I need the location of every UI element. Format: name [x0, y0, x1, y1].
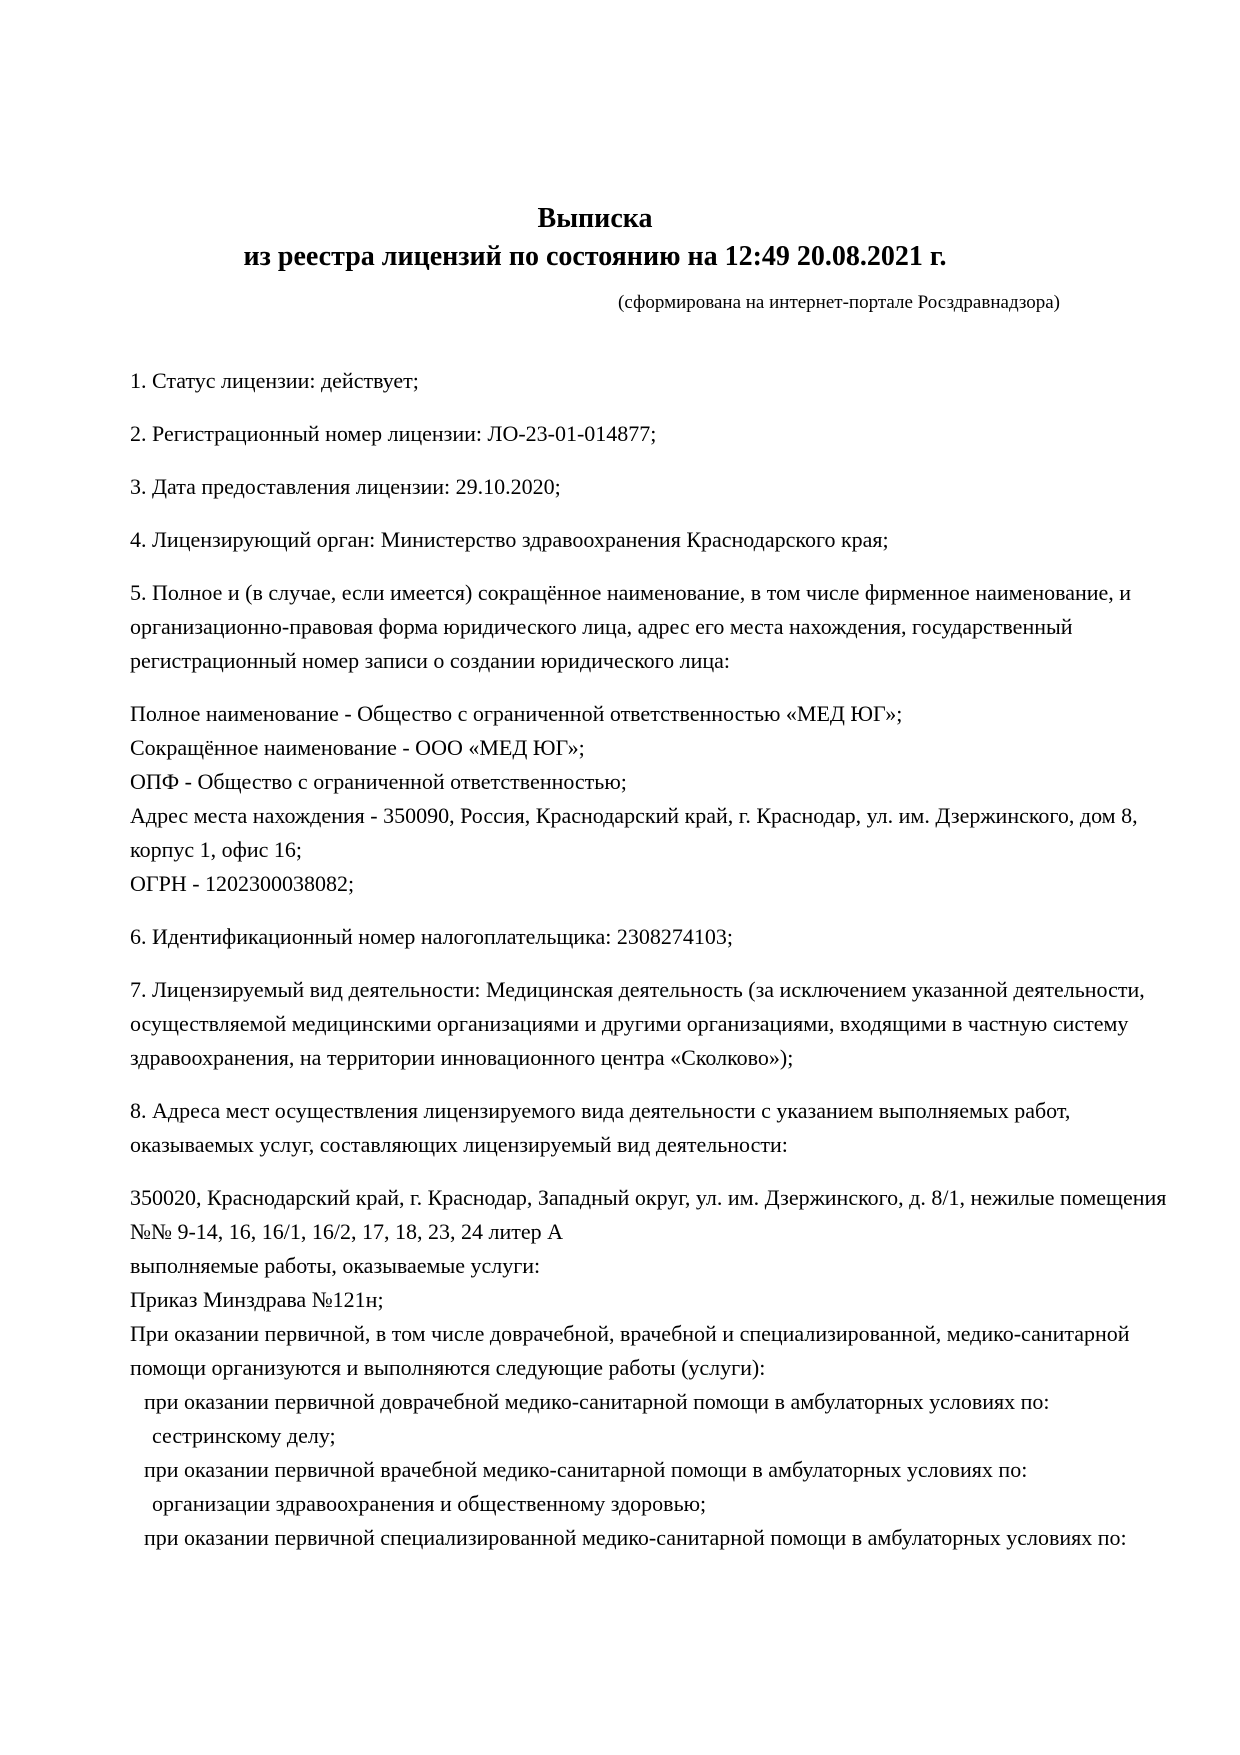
paragraph-line: Приказ Минздрава №121н;	[130, 1287, 384, 1312]
activity-addresses-heading	[130, 1094, 1170, 1162]
document-formation-note: (сформирована на интернет-портале Росздравнадзора)	[618, 292, 1060, 313]
legal-entity-details	[130, 697, 1170, 901]
paragraph-line: 1. Статус лицензии: действует;	[130, 368, 419, 393]
document-title-line2: из реестра лицензий по состоянию на 12:49 20.08.2021 г.	[243, 241, 947, 272]
paragraph-line: 8. Адреса мест осуществления лицензируемого вида деятельности с указанием выполняемых работ, оказываемых услуг, составляющих лицензируемый вид деятельности:	[130, 1098, 1071, 1157]
license-registration-number	[130, 417, 1170, 451]
paragraph-line: сестринскому делу;	[152, 1423, 336, 1448]
document-title	[130, 200, 1060, 276]
paragraph-line: ОГРН - 1202300038082;	[130, 871, 355, 896]
document-title-line1: Выписка	[537, 203, 653, 234]
paragraph-line: Адрес места нахождения - 350090, Россия, Краснодарский край, г. Краснодар, ул. им. Дзержинского, дом 8, корпус 1, офис 16;	[130, 803, 1138, 862]
paragraph-line: 3. Дата предоставления лицензии: 29.10.2020;	[130, 474, 561, 499]
paragraph-line: 4. Лицензирующий орган: Министерство здравоохранения Краснодарского края;	[130, 527, 889, 552]
paragraph-line: Сокращённое наименование - ООО «МЕД ЮГ»;	[130, 735, 585, 760]
paragraph-line: при оказании первичной доврачебной медико-санитарной помощи в амбулаторных условиях по:	[144, 1389, 1050, 1414]
licensed-activity	[130, 973, 1170, 1075]
licensing-authority	[130, 523, 1170, 557]
paragraph-line: 6. Идентификационный номер налогоплательщика: 2308274103;	[130, 924, 733, 949]
paragraph-line: 5. Полное и (в случае, если имеется) сокращённое наименование, в том числе фирменное наименование, и организационно-правовая форма юридического лица, адрес его места нахождения, государственный регистрационный номер записи о создании юридического лица:	[130, 580, 1132, 673]
document-header	[130, 200, 1060, 316]
paragraph-line: организации здравоохранения и общественному здоровью;	[152, 1491, 707, 1516]
license-status	[130, 364, 1170, 398]
legal-entity-heading	[130, 576, 1170, 678]
paragraph-line: при оказании первичной специализированной медико-санитарной помощи в амбулаторных условиях по:	[144, 1525, 1127, 1550]
paragraph-line: при оказании первичной врачебной медико-санитарной помощи в амбулаторных условиях по:	[144, 1457, 1028, 1482]
license-grant-date	[130, 470, 1170, 504]
paragraph-line: выполняемые работы, оказываемые услуги:	[130, 1253, 541, 1278]
paragraph-line: ОПФ - Общество с ограниченной ответственностью;	[130, 769, 627, 794]
activity-address-and-services	[130, 1181, 1170, 1555]
paragraph-line: 350020, Краснодарский край, г. Краснодар, Западный округ, ул. им. Дзержинского, д. 8/1, нежилые помещения №№ 9-14, 16, 16/1, 16/2, 17, 18, 23, 24 литер А	[130, 1185, 1167, 1244]
paragraph-line: Полное наименование - Общество с ограниченной ответственностью «МЕД ЮГ»;	[130, 701, 903, 726]
taxpayer-id	[130, 920, 1170, 954]
paragraph-line: При оказании первичной, в том числе доврачебной, врачебной и специализированной, медико-санитарной помощи организуются и выполняются следующие работы (услуги):	[130, 1321, 1130, 1380]
paragraph-line: 7. Лицензируемый вид деятельности: Медицинская деятельность (за исключением указанной деятельности, осуществляемой медицинскими организациями и другими организациями, входящими в частную систему здравоохранения, на территории инновационного центра «Сколково»);	[130, 977, 1145, 1070]
document-body	[130, 364, 1170, 1555]
paragraph-line: 2. Регистрационный номер лицензии: ЛО-23-01-014877;	[130, 421, 657, 446]
